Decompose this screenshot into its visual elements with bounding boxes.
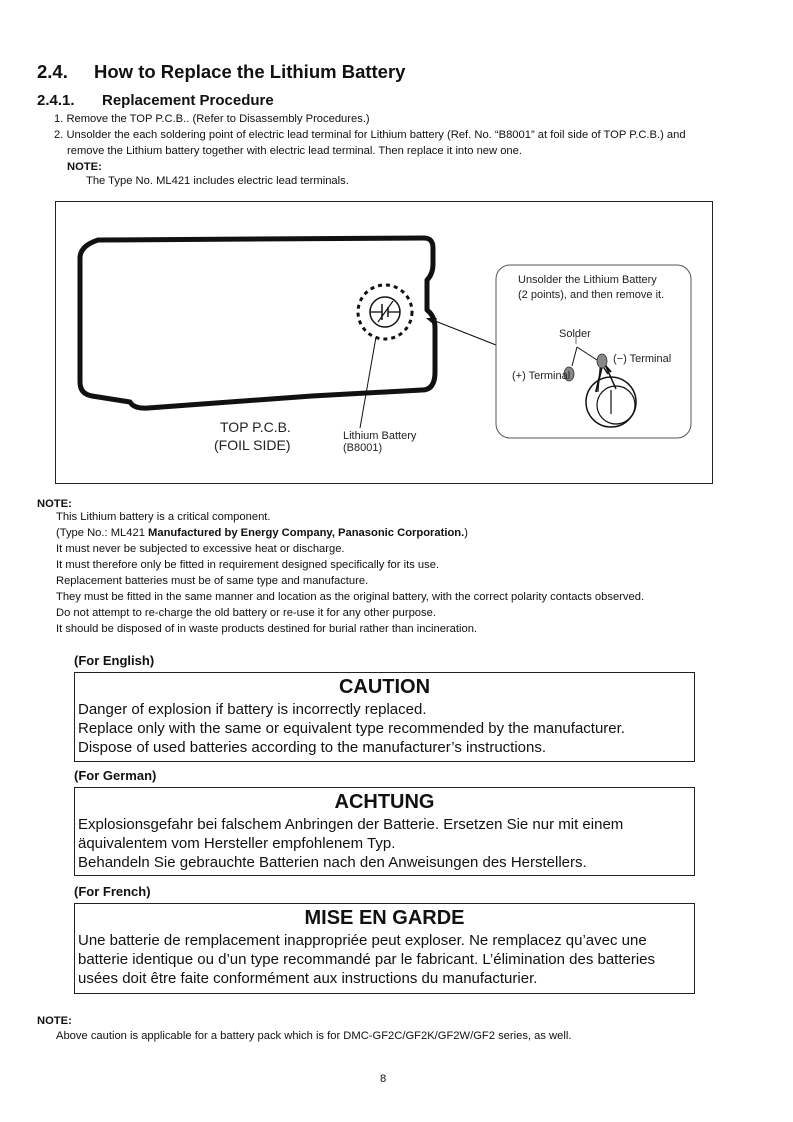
pcb-label-line2: (FOIL SIDE) — [214, 437, 291, 453]
caution-german-line: Behandeln Sie gebrauchte Batterien nach den Anweisungen des Herstellers. — [78, 854, 587, 871]
battery-leader-line — [360, 337, 376, 428]
caution-english-title: CAUTION — [338, 676, 431, 698]
note-type-line — [56, 525, 468, 541]
note-line: It must therefore only be fitted in requirement designed specifically for its use. — [56, 559, 440, 571]
callout-arrow — [430, 319, 496, 345]
note-line: It should be disposed of in waste products destined for burial rather than incineration. — [56, 623, 478, 635]
note-line: Do not attempt to re-charge the old battery or re-use it for any other purpose. — [56, 607, 436, 619]
solder-point-minus — [597, 354, 607, 368]
caution-french-title: MISE EN GARDE — [304, 907, 465, 929]
step-2-continued: remove the Lithium battery together with electric lead terminal. Then replace it into new one. — [67, 145, 522, 157]
caution-english-line: Danger of explosion if battery is incorrectly replaced. — [78, 701, 427, 718]
subsection-number: 2.4.1. — [37, 92, 75, 109]
pcb-outline — [80, 238, 435, 408]
step-note-text: The Type No. ML421 includes electric lead terminals. — [86, 175, 349, 187]
caution-german-label: (For German) — [74, 768, 157, 783]
battery-diagram — [55, 201, 713, 484]
footer-note-label: NOTE: — [37, 1015, 72, 1027]
caution-german-line: äquivalentem vom Hersteller empfohlenem Typ. — [78, 835, 396, 852]
page-number: 8 — [380, 1073, 387, 1085]
plus-terminal-label: (+) Terminal — [512, 370, 571, 382]
caution-german-line: Explosionsgefahr bei falschem Anbringen der Batterie. Ersetzen Sie nur mit einem — [78, 816, 624, 833]
note-type-suffix: ) — [464, 527, 468, 539]
caution-german-title: ACHTUNG — [334, 791, 435, 813]
battery-label-line1: Lithium Battery — [343, 430, 417, 442]
caution-english-box — [74, 672, 695, 762]
caution-german-box — [74, 787, 695, 876]
step-1: 1. Remove the TOP P.C.B.. (Refer to Disassembly Procedures.) — [54, 113, 370, 125]
caution-french-label: (For French) — [74, 884, 151, 899]
battery-label-line2: (B8001) — [343, 442, 383, 454]
note-line: This Lithium battery is a critical component. — [56, 511, 271, 523]
caution-french-line: batterie identique ou d’un type recommandé par le fabricant. L’élimination des batteries — [78, 951, 656, 968]
note-line: It must never be subjected to excessive heat or discharge. — [56, 543, 345, 555]
caution-french-box — [74, 903, 695, 994]
callout-text-line1: Unsolder the Lithium Battery — [518, 274, 657, 286]
caution-english-line: Replace only with the same or equivalent type recommended by the manufacturer. — [78, 720, 625, 737]
caution-english-line: Dispose of used batteries according to the manufacturer’s instructions. — [78, 739, 547, 756]
subsection-title: Replacement Procedure — [102, 92, 274, 109]
note-label: NOTE: — [37, 498, 72, 510]
caution-french-line: usées doit être faite conformément aux instructions du manufacturier. — [78, 970, 538, 987]
step-note-label: NOTE: — [67, 161, 102, 173]
callout-text-line2: (2 points), and then remove it. — [518, 289, 665, 301]
note-line: Replacement batteries must be of same type and manufacture. — [56, 575, 369, 587]
note-type-manufacturer: Manufactured by Energy Company, Panasonic Corporation. — [148, 527, 465, 539]
caution-english-label: (For English) — [74, 653, 155, 668]
note-line: They must be fitted in the same manner and location as the original battery, with the correct polarity contacts observed. — [56, 591, 645, 603]
section-title: How to Replace the Lithium Battery — [94, 61, 406, 82]
diagram-canvas — [56, 202, 712, 483]
caution-french-line: Une batterie de remplacement inappropriée peut exploser. Ne remplacez qu’avec une — [78, 932, 647, 949]
step-2: 2. Unsolder the each soldering point of electric lead terminal for Lithium battery (Ref. No. “B8001” at foil side of TOP P.C.B.) and — [54, 129, 686, 141]
solder-label: Solder — [559, 328, 591, 340]
footer-note-text: Above caution is applicable for a battery pack which is for DMC-GF2C/GF2K/GF2W/GF2 series, as well. — [56, 1030, 572, 1042]
note-type-prefix: (Type No.: ML421 — [56, 527, 149, 539]
pcb-label-line1: TOP P.C.B. — [220, 419, 291, 435]
section-number: 2.4. — [37, 61, 68, 82]
minus-terminal-label: (−) Terminal — [613, 353, 672, 365]
